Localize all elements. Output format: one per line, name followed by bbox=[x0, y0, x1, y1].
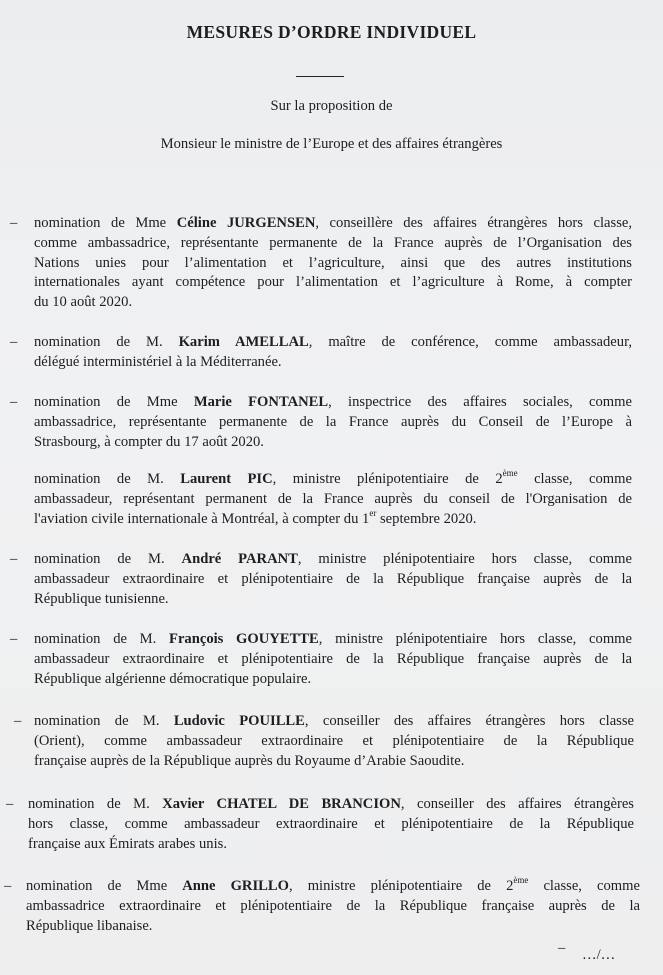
list-dash: – bbox=[6, 796, 14, 812]
footer-dash: – bbox=[558, 940, 566, 956]
list-dash: – bbox=[10, 394, 18, 410]
nominee-name: Céline JURGENSEN bbox=[176, 215, 316, 231]
list-dash: – bbox=[10, 215, 18, 231]
document-title: MESURES D’ORDRE INDIVIDUEL bbox=[186, 22, 477, 42]
continuation-mark: …/… bbox=[582, 947, 616, 963]
list-dash: – bbox=[10, 551, 18, 567]
list-dash: – bbox=[10, 334, 18, 350]
list-dash: – bbox=[4, 878, 12, 894]
nomination-entry: nomination de Mme Céline JURGENSEN, conseillère des affaires étrangères hors classe, comme ambassadrice, représentante permanente de la France auprès de l’Organisation des Nations unies pour l’alimentation et l’agriculture, ainsi que des autres institutions internationales ayant compétence pour l’alimentation et l’agriculture à Rome, à compter du 10 août 2020. bbox=[34, 215, 632, 311]
nominee-name: Xavier CHATEL DE BRANCION bbox=[162, 796, 401, 812]
nominee-name: Karim AMELLAL bbox=[178, 334, 309, 350]
nominee-name: Laurent PIC bbox=[180, 471, 273, 487]
title-separator bbox=[296, 76, 344, 77]
nominee-name: André PARANT bbox=[181, 551, 298, 567]
nomination-entry: nomination de M. Ludovic POUILLE, conseiller des affaires étrangères hors classe (Orient), comme ambassadeur extraordinaire et plénipotentiaire de la République française auprès de la République auprès du Royaume d’Arabie Saoudite. bbox=[34, 713, 635, 769]
nomination-entry: nomination de Mme Marie FONTANEL, inspectrice des affaires sociales, comme ambassadrice, représentante permanente de la France auprès du Conseil de l’Europe à Strasbourg, à compter du 17 août 2020. bbox=[34, 394, 632, 450]
nomination-entry: nomination de M. André PARANT, ministre plénipotentiaire hors classe, comme ambassadeur extraordinaire et plénipotentiaire de la République française auprès de la République tunisienne. bbox=[34, 551, 632, 607]
list-dash: – bbox=[10, 631, 18, 647]
nomination-entry: nomination de M. Xavier CHATEL DE BRANCION, conseiller des affaires étrangères hors classe, comme ambassadeur extraordinaire et plénipotentiaire de la République française aux Émirats arabes unis. bbox=[28, 796, 634, 852]
nomination-entry: nomination de Mme Anne GRILLO, ministre plénipotentiaire de 2ème classe, comme ambassadrice extraordinaire et plénipotentiaire de la République française auprès de la République libanaise. bbox=[26, 875, 640, 934]
nomination-entry: nomination de M. Karim AMELLAL, maître de conférence, comme ambassadeur, délégué interministériel à la Méditerranée. bbox=[34, 334, 632, 370]
subtitle-minister: Monsieur le ministre de l’Europe et des affaires étrangères bbox=[160, 136, 503, 152]
nominee-name: Anne GRILLO bbox=[182, 878, 289, 894]
nominee-name: Ludovic POUILLE bbox=[173, 713, 305, 729]
nomination-entry: nomination de M. Laurent PIC, ministre plénipotentiaire de 2ème classe, comme ambassadeur, représentant permanent de la France auprès du conseil de l'Organisation de l'aviation civile internationale à Montréal, à compter du 1er septembre 2020. bbox=[34, 468, 632, 527]
nominee-name: François GOUYETTE bbox=[169, 631, 319, 647]
list-dash: – bbox=[14, 713, 22, 729]
nominee-name: Marie FONTANEL bbox=[193, 394, 329, 410]
subtitle-proposal: Sur la proposition de bbox=[270, 98, 393, 114]
nomination-entry: nomination de M. François GOUYETTE, ministre plénipotentiaire hors classe, comme ambassadeur extraordinaire et plénipotentiaire de la République française auprès de la République algérienne démocratique populaire. bbox=[34, 631, 632, 687]
